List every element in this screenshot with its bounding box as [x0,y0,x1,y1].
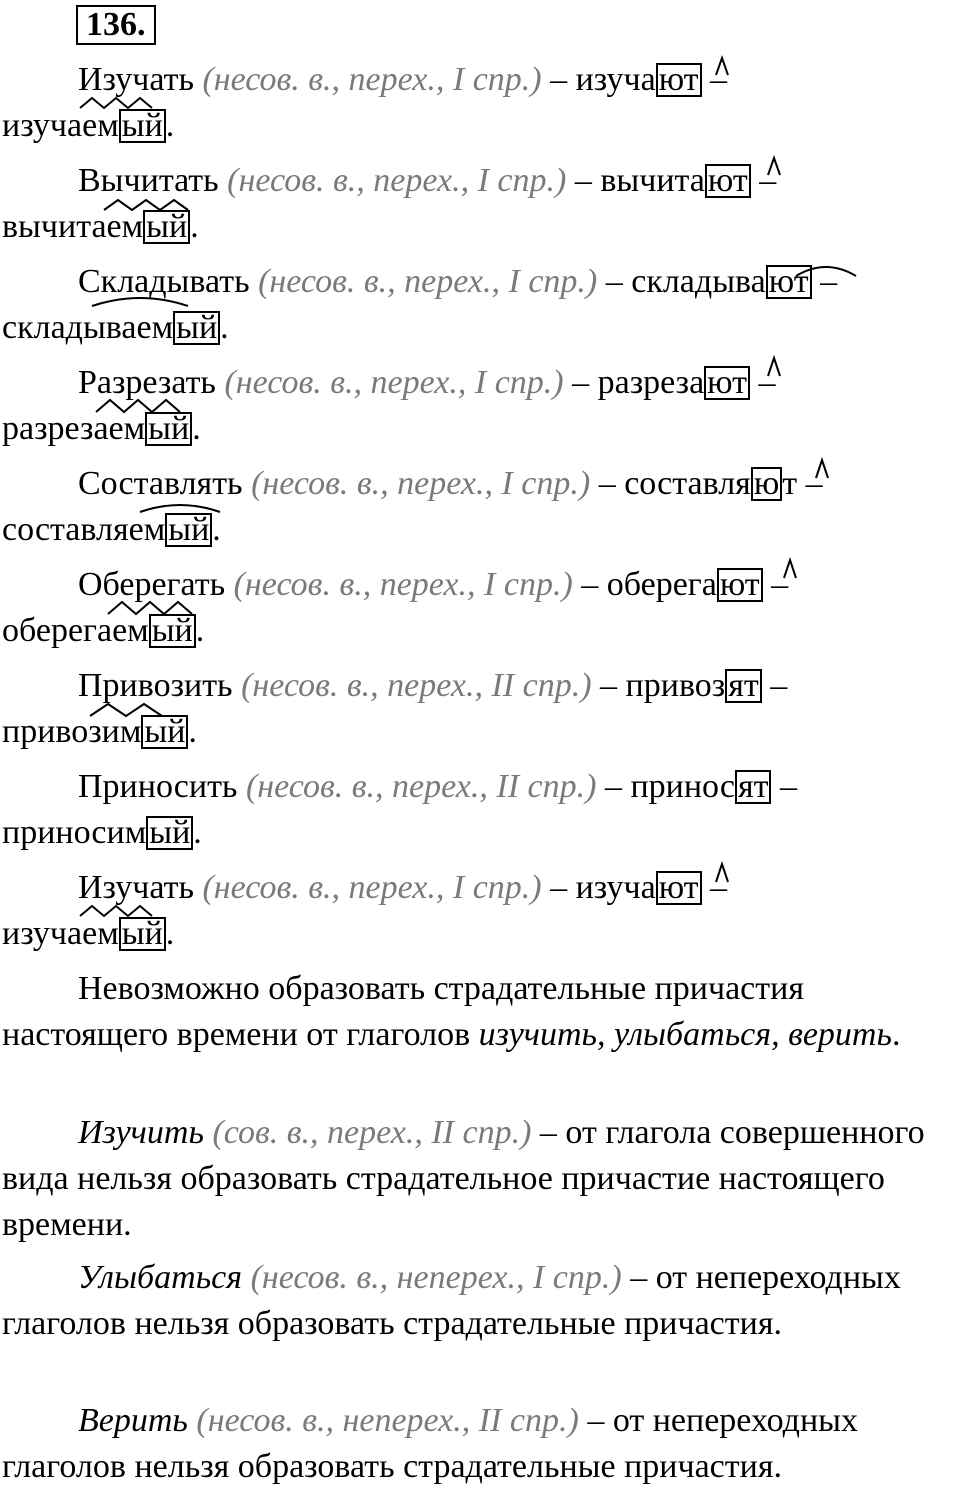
stem: изучаем [2,915,119,952]
explanation-text: – от глагола совершенного вида нельзя образовать страдательное причастие настоящего времени. [2,1114,925,1243]
period: . [193,814,202,851]
dash: – [605,263,623,300]
verb: Оберегать [78,566,226,603]
explanation-text: – от непереходных глаголов нельзя образовать страдательные причастия. [2,1259,901,1342]
dash: – [550,869,568,906]
ending-box: ят [735,770,772,804]
ending-box: ят [725,669,762,703]
stem: вычита [600,162,705,199]
verb: Улыбаться [78,1259,243,1296]
form-present [624,465,797,502]
period: . [220,309,229,346]
grammar-note: (несов. в., неперех., I спр.) [250,1259,622,1296]
ending-box: ый [143,210,190,244]
verb: Складывать [78,263,250,300]
explanation-text: – от непереходных глаголов нельзя образовать страдательные причастия. [2,1402,859,1485]
grammar-note: (несов. в., перех., I спр.) [233,566,573,603]
form-participle [2,309,220,346]
ending-box: ют [704,366,750,400]
entry: Складывать (несов. в., перех., I спр.) – складывают – складываемый. [2,263,838,346]
entry: Разрезать (несов. в., перех., I спр.) – разрезают – разрезаемый. [2,364,776,447]
stem: составля [624,465,751,502]
stem: привозим [2,713,142,750]
ending-box: ый [165,513,212,547]
conclusion-paragraph [2,966,958,1058]
period: . [165,915,175,952]
verb: Приносить [78,768,238,805]
entry: Приносить (несов. в., перех., II спр.) – приносят – приносимый. [2,768,797,851]
stem: привоз [625,667,726,704]
period: . [192,410,201,447]
stem: принос [630,768,735,805]
entry: Изучать (несов. в., перех., I спр.) – изучают – изучаемый. [2,61,728,144]
verb: Изучать [78,61,194,98]
ending-box: ют [656,63,702,97]
dash: – [600,667,618,704]
stem: изучаем [2,107,119,144]
form-participle [2,915,166,952]
stem: разреза [597,364,705,401]
ending-box: ый [146,816,193,850]
form-present [576,869,702,906]
grammar-note: (несов. в., перех., I спр.) [202,869,542,906]
entry: Оберегать (несов. в., перех., I спр.) – оберегают – оберегаемый. [2,566,789,649]
dash: – [581,566,599,603]
form-participle [2,814,193,851]
ending-box: ют [656,871,702,905]
verb: Вычитать [78,162,219,199]
stem: изуча [575,61,656,98]
form-present [598,364,750,401]
grammar-note: (несов. в., перех., I спр.) [224,364,564,401]
ending-box: ый [141,715,188,749]
verb: Разрезать [78,364,216,401]
form-present [576,61,702,98]
dash: – [574,162,592,199]
stem: изуча [575,869,656,906]
verb: Изучить [78,1114,204,1151]
form-present [626,667,762,704]
ending-box: ый [149,614,196,648]
period: . [165,107,175,144]
dash: – [550,61,568,98]
stem: складываем [2,309,174,346]
entry: Вычитать (несов. в., перех., I спр.) – вычитают – вычитаемый. [2,162,777,245]
ending-box: ю [751,467,782,501]
stem: разрезаем [2,410,146,447]
form-present [607,566,763,603]
period: . [188,713,197,750]
verb: Изучать [78,869,194,906]
ending-box: ют [717,568,763,602]
form-present [600,162,750,199]
stem: оберегаем [2,612,149,649]
form-present [630,768,771,805]
form-participle [2,713,188,750]
period: . [891,1016,901,1053]
stem: оберега [606,566,717,603]
stem: составляем [2,511,166,548]
tail: т [782,465,798,502]
explanation-paragraph [2,1110,958,1248]
grammar-note: (несов. в., перех., II спр.) [245,768,597,805]
stem: приносим [2,814,147,851]
dash: – [572,364,590,401]
stem: складыва [631,263,766,300]
grammar-note: (несов. в., перех., I спр.) [251,465,591,502]
verb: Привозить [78,667,233,704]
form-participle [2,612,196,649]
form-participle [2,107,166,144]
ending-box: ый [119,917,166,951]
period: . [212,511,221,548]
ending-box: ют [766,265,812,299]
dash: – [604,768,622,805]
form-participle [2,410,192,447]
verb: Составлять [78,465,243,502]
verb: Верить [78,1402,188,1439]
ending-box: ый [173,311,220,345]
entry: Изучать (несов. в., перех., I спр.) – изучают – изучаемый. [2,869,728,952]
entry: Составлять (несов. в., перех., I спр.) – составляют – составляемый. [2,465,823,548]
grammar-note: (несов. в., перех., I спр.) [202,61,542,98]
exercise-number: 136. [76,5,156,45]
ending-box: ый [119,109,166,143]
explanation-paragraph [2,1255,958,1347]
form-present [631,263,811,300]
conclusion-verbs: изучить, улыбаться, верить [478,1016,892,1053]
grammar-note: (несов. в., неперех., II спр.) [196,1402,579,1439]
explanation-paragraph [2,1398,958,1490]
conclusion-text: Невозможно образовать страдательные причастия настоящего времени от глаголов [2,970,804,1053]
ending-box: ют [705,164,751,198]
grammar-note: (несов. в., перех., I спр.) [258,263,598,300]
dash: – [598,465,616,502]
form-participle [2,511,212,548]
period: . [190,208,199,245]
stem: вычитаем [2,208,144,245]
period: . [195,612,205,649]
grammar-note: (несов. в., перех., I спр.) [227,162,567,199]
entry: Привозить (несов. в., перех., II спр.) – привозят – привозимый. [2,667,788,750]
grammar-note: (сов. в., перех., II спр.) [212,1114,532,1151]
form-participle [2,208,190,245]
ending-box: ый [145,412,192,446]
grammar-note: (несов. в., перех., II спр.) [241,667,592,704]
